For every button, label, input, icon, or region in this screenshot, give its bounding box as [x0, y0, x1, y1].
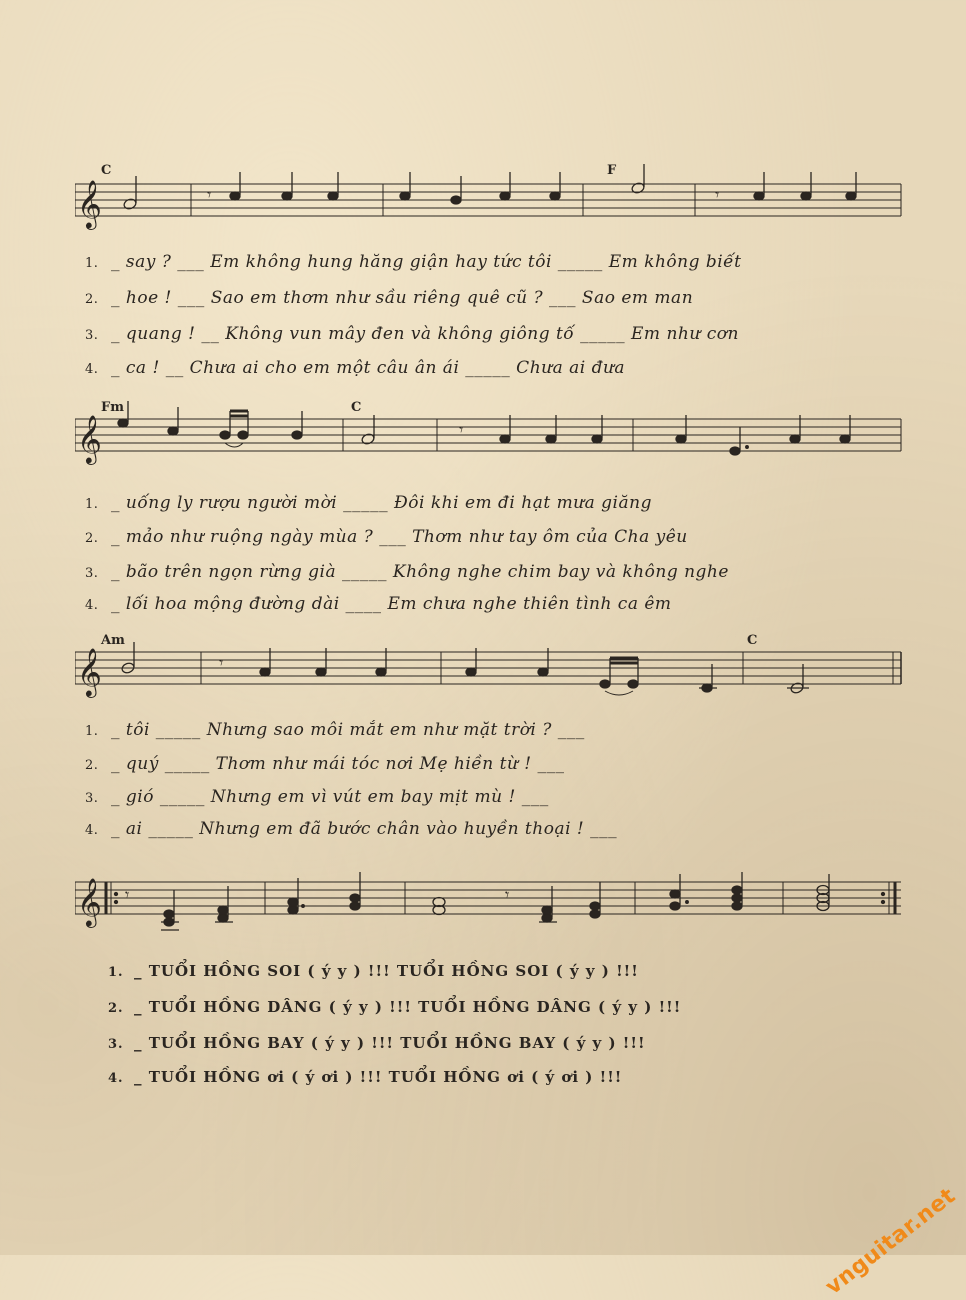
lyric-line: 2. _ mảo như ruộng ngày mùa ? ___ Thơm như tay ôm của Cha yêu — [85, 527, 688, 547]
chorus-line: 1. _ TUỔI HỒNG SOI ( ý y ) !!! TUỔI HỒNG SOI ( ý y ) !!! — [108, 962, 639, 980]
chord-label: F — [607, 163, 617, 178]
chord-label: Fm — [101, 400, 124, 415]
lyric-line: 1. _ say ? ___ Em không hung hăng giận hay tức tôi _____ Em không biết — [85, 252, 742, 272]
chorus-line: 3. _ TUỔI HỒNG BAY ( ý y ) !!! TUỔI HỒNG BAY ( ý y ) !!! — [108, 1034, 646, 1052]
lyric-line: 1. _ tôi _____ Nhưng sao môi mắt em như mặt trời ? ___ — [85, 720, 585, 740]
lyric-line: 4. _ lối hoa mộng đường dài ____ Em chưa nghe thiên tình ca êm — [85, 594, 672, 614]
treble-clef-icon: 𝄞 — [77, 414, 102, 463]
music-notes — [118, 401, 850, 455]
music-staff-2 — [75, 395, 903, 465]
music-notes — [115, 872, 885, 930]
watermark: vnguitar.net — [820, 1183, 960, 1300]
svg-text:𝄾: 𝄾 — [125, 885, 130, 904]
svg-text:𝄾: 𝄾 — [505, 885, 510, 904]
chord-label: Am — [101, 633, 125, 648]
lyric-line: 4. _ ca ! __ Chưa ai cho em một câu ân ái _____ Chưa ai đưa — [85, 358, 626, 378]
lyric-line: 3. _ bão trên ngọn rừng già _____ Không nghe chim bay và không nghe — [85, 562, 729, 582]
music-staff-1 — [75, 160, 903, 230]
music-staff-4 — [75, 866, 903, 940]
lyric-line: 1. _ uống ly rượu người mời _____ Đôi khi em đi hạt mưa giăng — [85, 493, 652, 513]
chord-label: C — [101, 163, 112, 178]
lyric-line: 2. _ quý _____ Thơm như mái tóc nơi Mẹ hiền từ ! ___ — [85, 754, 565, 774]
svg-text:𝄾: 𝄾 — [207, 185, 212, 204]
treble-clef-icon: 𝄞 — [77, 877, 102, 926]
music-notes — [123, 164, 856, 210]
chord-label: C — [351, 400, 362, 415]
chorus-line: 4. _ TUỔI HỒNG ơi ( ý ơi ) !!! TUỔI HỒNG ơi ( ý ơi ) !!! — [108, 1068, 623, 1086]
music-staff-3 — [75, 628, 903, 700]
treble-clef-icon: 𝄞 — [77, 647, 102, 696]
treble-clef-icon: 𝄞 — [77, 179, 102, 228]
svg-text:𝄾: 𝄾 — [715, 185, 720, 204]
svg-text:𝄾: 𝄾 — [459, 420, 464, 439]
chorus-line: 2. _ TUỔI HỒNG DÂNG ( ý y ) !!! TUỔI HỒNG DÂNG ( ý y ) !!! — [108, 998, 682, 1016]
svg-text:𝄾: 𝄾 — [219, 653, 224, 672]
lyric-line: 3. _ quang ! __ Không vun mây đen và không giông tố _____ Em như cơn — [85, 324, 739, 344]
lyric-line: 4. _ ai _____ Nhưng em đã bước chân vào huyền thoại ! ___ — [85, 819, 618, 839]
lyric-line: 2. _ hoe ! ___ Sao em thơm như sầu riêng quê cũ ? ___ Sao em man — [85, 288, 694, 308]
lyric-line: 3. _ gió _____ Nhưng em vì vút em bay mịt mù ! ___ — [85, 787, 549, 807]
chord-label: C — [747, 633, 758, 648]
